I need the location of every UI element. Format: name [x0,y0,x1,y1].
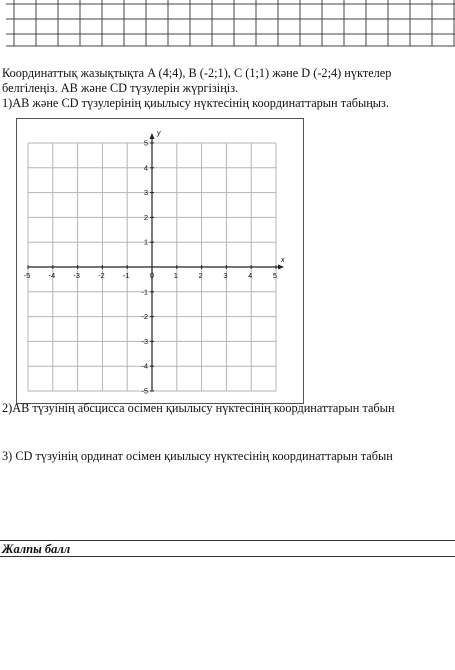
footer-top-rule [0,540,455,541]
x-tick-label: -2 [98,271,105,280]
x-tick-label: -1 [122,271,130,280]
coordinate-plane [16,118,304,404]
y-tick-label: 3 [143,188,148,198]
y-tick-label: -4 [141,361,148,371]
x-axis-arrow-icon [278,265,284,270]
question-1: 1)AB және CD түзулерінің қиылысу нүктесінің координаттарын табыңыз. [2,96,389,110]
y-tick-label: -5 [141,386,148,396]
total-score-label: Жалпы балл [2,542,71,556]
question-3: 3) CD түзуінің ординат осімен қиылысу нүктесінің координаттарын табын [2,449,393,463]
question-2: 2)AB түзуінің абсцисса осімен қиылысу нүктесінің координаттарын табын [2,401,395,415]
y-tick-label: -2 [141,312,148,322]
y-tick-label: 4 [143,163,148,173]
top-grid-table [0,0,455,48]
y-axis-label: y [157,130,161,137]
x-tick-label: 0 [149,271,155,280]
y-tick-label: 1 [143,237,148,247]
task-text-line-1: Координаттық жазықтықта A (4;4), B (-2;1), C (1;1) және D (-2;4) нүктелер [2,66,392,80]
footer-bottom-rule [0,556,455,557]
x-tick-label: 3 [223,271,228,280]
axes [28,133,284,391]
x-tick-label: -5 [23,271,31,280]
task-text-line-2: белгілеңіз. AB және CD түзулерін жүргізіңіз. [2,81,239,95]
x-tick-label: -3 [73,271,80,280]
x-axis-label: x [281,257,285,264]
y-tick-label: 2 [143,212,148,222]
x-tick-label: 2 [198,271,203,280]
x-tick-label: 4 [248,271,253,280]
x-tick-label: 5 [272,271,278,280]
y-axis-arrow-icon [150,133,155,139]
x-tick-label: -4 [48,271,56,280]
y-tick-label: 5 [143,138,148,148]
graph-frame [17,119,304,404]
x-tick-label: 1 [173,271,178,280]
y-tick-label: -1 [141,287,148,297]
y-tick-label: -3 [141,336,148,346]
